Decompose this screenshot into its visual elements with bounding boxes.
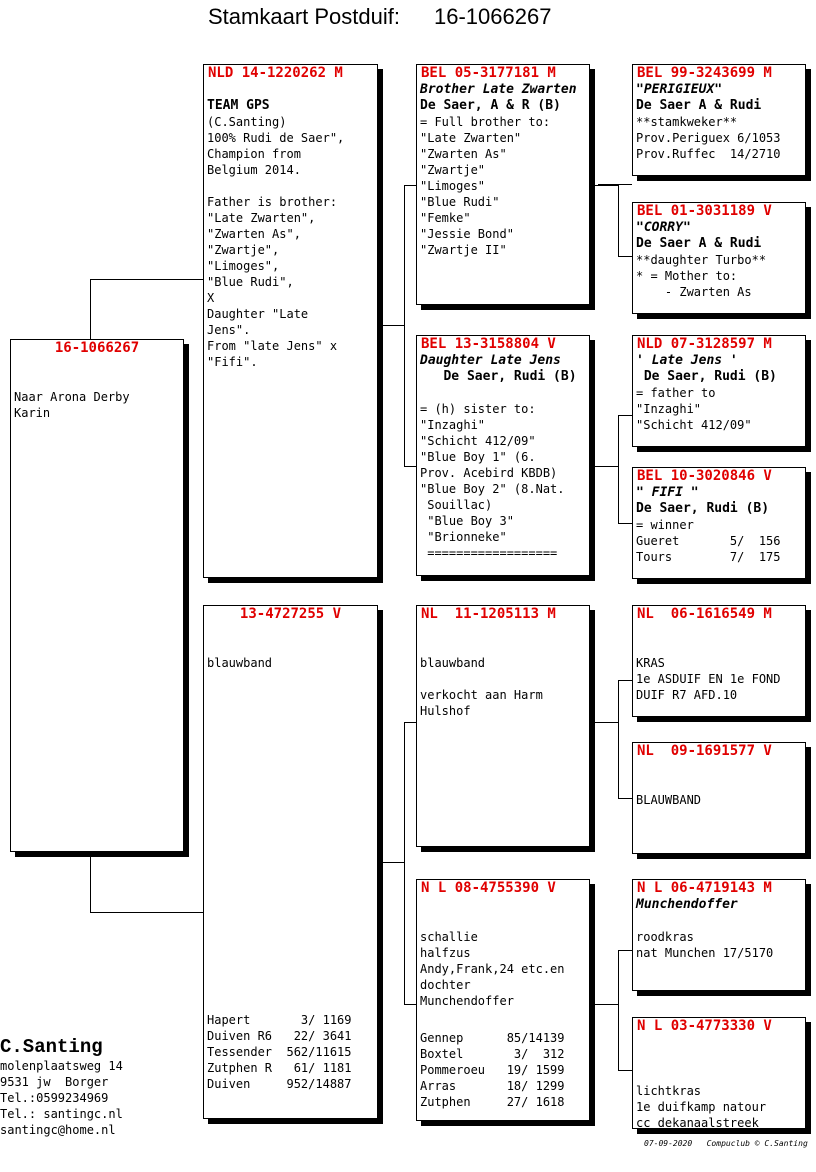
footer-credit: 07-09-2020 Compuclub © C.Santing	[644, 1139, 808, 1148]
text-line	[633, 913, 805, 929]
card-notes	[11, 357, 183, 421]
text-line: Gennep 85/14139	[420, 1031, 565, 1045]
text-line: Zutphen R 61/ 1181	[207, 1061, 352, 1075]
connector	[404, 722, 405, 1004]
text-line: Souillac)	[420, 498, 493, 512]
text-line: KRAS	[636, 656, 665, 670]
text-line: "Blue Rudi"	[420, 195, 500, 209]
connector	[618, 415, 619, 523]
connector	[618, 950, 619, 1070]
text-line: Karin	[14, 406, 51, 420]
text-line: = Full brother to:	[420, 115, 551, 129]
connector	[404, 185, 416, 186]
connector	[590, 466, 618, 467]
card-notes	[633, 485, 805, 565]
text-line: "Femke"	[420, 211, 471, 225]
text-line: "Blue Boy 2" (8.Nat.	[420, 482, 565, 496]
text-line: " FIFI "	[636, 485, 699, 500]
text-line	[417, 897, 589, 913]
text-line: Boxtel 3/ 312	[420, 1047, 565, 1061]
text-line: "Limoges",	[207, 259, 280, 273]
text-line: De Saer A & Rudi	[636, 236, 762, 251]
sire-card	[203, 64, 378, 578]
card-notes	[633, 220, 805, 300]
text-line	[417, 385, 589, 401]
sdd-card	[632, 467, 806, 579]
sire-sire-card	[416, 64, 590, 305]
text-line: **stamkweker**	[636, 115, 738, 129]
card-notes	[417, 897, 589, 1009]
card-notes	[417, 82, 589, 258]
text-line	[204, 178, 377, 194]
text-line: = winner	[636, 518, 694, 532]
owner-name: C.Santing	[0, 1036, 103, 1058]
text-line: (C.Santing)	[207, 115, 287, 129]
connector	[618, 798, 632, 799]
connector	[590, 1004, 618, 1005]
text-line: lichtkras	[636, 1084, 702, 1098]
ring-number: BEL 05-3177181 M	[421, 65, 556, 81]
text-line: "Limoges"	[420, 179, 486, 193]
text-line: Prov. Acebird KBDB)	[420, 466, 558, 480]
owner-address	[0, 1058, 123, 1138]
dam-sire-card	[416, 605, 590, 847]
page-title	[208, 4, 585, 30]
text-line: dochter	[420, 978, 471, 992]
text-line: Munchendoffer	[420, 994, 514, 1008]
text-line: De Saer A & Rudi	[636, 98, 762, 113]
subject-pigeon-card	[10, 339, 184, 852]
text-line: Tessender 562/11615	[207, 1045, 352, 1059]
connector	[590, 185, 618, 186]
dam-dam-card	[416, 879, 590, 1121]
race-results	[417, 1030, 565, 1110]
text-line: verkocht aan Harm	[420, 688, 543, 702]
connector	[404, 466, 416, 467]
text-line	[417, 639, 589, 655]
text-line: "PERIGIEUX"	[636, 82, 723, 97]
text-line: Duiven 952/14887	[207, 1077, 352, 1091]
ring-number: NL 06-1616549 M	[637, 606, 772, 622]
text-line: X	[207, 291, 215, 305]
text-line: Prov.Ruffec 14/2710	[636, 147, 781, 161]
text-line: "CORRY"	[636, 220, 691, 235]
text-line: "Zwartje II"	[420, 243, 507, 257]
text-line: "Blue Rudi",	[207, 275, 294, 289]
ddd-card	[632, 1017, 806, 1129]
ssd-card	[632, 202, 806, 314]
text-line: De Saer, A & R (B)	[420, 98, 561, 113]
ring-number: NL 11-1205113 M	[421, 606, 556, 622]
connector	[404, 722, 416, 723]
connector	[618, 1070, 632, 1071]
text-line: From "late Jens" x	[207, 339, 338, 353]
ring-number: BEL 13-3158804 V	[421, 336, 556, 352]
connector	[378, 862, 404, 863]
connector	[598, 184, 632, 185]
text-line: 100% Rudi de Saer",	[207, 131, 345, 145]
text-line: Belgium 2014.	[207, 163, 301, 177]
card-notes	[633, 897, 805, 961]
text-line: blauwband	[207, 656, 273, 670]
text-line: "Blue Boy 1" (6.	[420, 450, 536, 464]
text-line	[633, 760, 805, 776]
text-line: "Fifi".	[207, 355, 258, 369]
connector	[90, 912, 204, 913]
text-line: blauwband	[420, 656, 486, 670]
sire-dam-card	[416, 335, 590, 576]
text-line	[204, 82, 377, 98]
text-line: "Brionneke"	[420, 530, 507, 544]
text-line	[633, 1035, 805, 1051]
title-label: Stamkaart Postduif:	[208, 4, 400, 29]
text-line: Hulshof	[420, 704, 471, 718]
text-line: = (h) sister to:	[420, 402, 536, 416]
ring-number: N L 03-4773330 V	[637, 1018, 772, 1034]
text-line: "Inzaghi"	[636, 402, 702, 416]
text-line: halfzus	[420, 946, 471, 960]
card-notes	[633, 1035, 805, 1129]
text-line: roodkras	[636, 930, 694, 944]
ring-number: NL 09-1691577 V	[637, 743, 772, 759]
ring-number: NLD 07-3128597 M	[637, 336, 772, 352]
text-line: "Inzaghi"	[420, 418, 486, 432]
text-line	[633, 1067, 805, 1083]
card-notes	[204, 82, 377, 370]
connector	[90, 279, 204, 280]
text-line: nat Munchen 17/5170	[636, 946, 774, 960]
text-line: De Saer, Rudi (B)	[420, 369, 577, 384]
text-line: "Late Zwarten"	[420, 131, 522, 145]
text-line: cc dekanaalstreek	[636, 1116, 759, 1129]
owner-block	[0, 1036, 123, 1138]
text-line: BLAUWBAND	[636, 793, 702, 807]
text-line: "Late Zwarten",	[207, 211, 316, 225]
card-notes	[633, 82, 805, 162]
text-line: Tours 7/ 175	[636, 550, 781, 564]
connector	[618, 950, 632, 951]
text-line	[633, 1051, 805, 1067]
card-notes	[417, 623, 589, 719]
text-line: Pommeroeu 19/ 1599	[420, 1063, 565, 1077]
text-line: Daughter Late Jens	[420, 353, 561, 368]
text-line	[633, 623, 805, 639]
text-line: Jens".	[207, 323, 251, 337]
connector	[618, 184, 619, 256]
ring-number: NLD 14-1220262 M	[208, 65, 343, 81]
card-notes	[417, 353, 589, 561]
sds-card	[632, 335, 806, 447]
connector	[90, 852, 91, 912]
connector	[90, 279, 91, 339]
ring-number: BEL 01-3031189 V	[637, 203, 772, 219]
connector	[618, 415, 632, 416]
text-line: **daughter Turbo**	[636, 253, 767, 267]
text-line: Munchendoffer	[636, 897, 738, 912]
text-line	[11, 373, 183, 389]
card-notes	[633, 353, 805, 433]
text-line: 1e duifkamp natour	[636, 1100, 767, 1114]
text-line	[417, 913, 589, 929]
text-line: * = Mother to:	[636, 269, 738, 283]
text-line: Prov.Periguex 6/1053	[636, 131, 781, 145]
ring-number: BEL 99-3243699 M	[637, 65, 772, 81]
connector	[618, 256, 632, 257]
text-line: = father to	[636, 386, 716, 400]
text-line: Gueret 5/ 156	[636, 534, 781, 548]
text-line: Champion from	[207, 147, 301, 161]
text-line: "Schicht 412/09"	[636, 418, 752, 432]
text-line: Brother Late Zwarten	[420, 82, 577, 97]
text-line: De Saer, Rudi (B)	[636, 501, 770, 516]
card-notes	[633, 623, 805, 703]
connector	[590, 722, 618, 723]
sss-card	[632, 64, 806, 176]
text-line	[204, 623, 377, 639]
text-line: Duiven R6 22/ 3641	[207, 1029, 352, 1043]
connector	[618, 680, 632, 681]
text-line	[11, 357, 183, 373]
connector	[618, 523, 632, 524]
text-line: "Jessie Bond"	[420, 227, 514, 241]
text-line	[417, 623, 589, 639]
dsd-card	[632, 742, 806, 854]
text-line: "Zwartje",	[207, 243, 280, 257]
text-line	[417, 671, 589, 687]
card-notes	[204, 623, 377, 671]
text-line: santingc@home.nl	[0, 1123, 116, 1137]
text-line: Andy,Frank,24 etc.en	[420, 962, 565, 976]
text-line: "Zwarten As"	[420, 147, 507, 161]
text-line: "Blue Boy 3"	[420, 514, 514, 528]
dam-card	[203, 605, 378, 1119]
ring-number: N L 06-4719143 M	[637, 880, 772, 896]
connector	[378, 325, 404, 326]
text-line: Arras 18/ 1299	[420, 1079, 565, 1093]
connector	[618, 680, 619, 798]
text-line	[633, 776, 805, 792]
dss-card	[632, 605, 806, 717]
text-line: 9531 jw Borger	[0, 1075, 109, 1089]
text-line: DUIF R7 AFD.10	[636, 688, 738, 702]
title-ring: 16-1066267	[433, 4, 552, 29]
text-line: - Zwarten As	[636, 285, 752, 299]
connector	[404, 1004, 416, 1005]
text-line: De Saer, Rudi (B)	[636, 369, 777, 384]
text-line	[633, 639, 805, 655]
text-line: Zutphen 27/ 1618	[420, 1095, 565, 1109]
text-line: "Schicht 412/09"	[420, 434, 536, 448]
text-line: ==================	[420, 546, 558, 560]
text-line: Father is brother:	[207, 195, 338, 209]
text-line: ' Late Jens '	[636, 353, 738, 368]
text-line: molenplaatsweg 14	[0, 1059, 123, 1073]
dds-card	[632, 879, 806, 991]
text-line: 1e ASDUIF EN 1e FOND	[636, 672, 781, 686]
text-line: Tel.:0599234969	[0, 1091, 109, 1105]
ring-number: N L 08-4755390 V	[421, 880, 556, 896]
text-line: Hapert 3/ 1169	[207, 1013, 352, 1027]
ring-number: 13-4727255 V	[239, 606, 342, 622]
text-line: TEAM GPS	[207, 98, 270, 113]
card-notes	[633, 760, 805, 808]
text-line: schallie	[420, 930, 478, 944]
connector	[404, 185, 405, 466]
race-results	[204, 1012, 352, 1092]
ring-number: 16-1066267	[54, 340, 140, 356]
text-line	[204, 639, 377, 655]
text-line: Naar Arona Derby	[14, 390, 130, 404]
text-line: "Zwartje"	[420, 163, 486, 177]
text-line: "Zwarten As",	[207, 227, 301, 241]
text-line: Tel.: santingc.nl	[0, 1107, 123, 1121]
ring-number: BEL 10-3020846 V	[637, 468, 772, 484]
text-line: Daughter "Late	[207, 307, 309, 321]
